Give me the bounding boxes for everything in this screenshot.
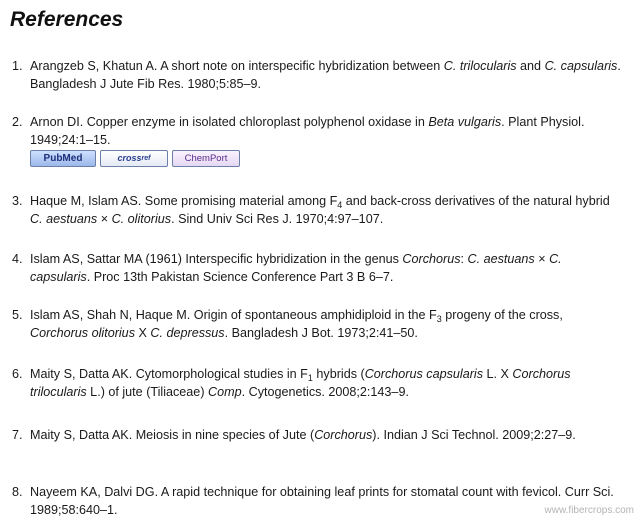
reference-number: 7.: [12, 428, 23, 442]
reference-number: 3.: [12, 194, 23, 208]
reference-number: 1.: [12, 59, 23, 73]
reference-text: Islam AS, Sattar MA (1961) Interspecific hybridization in the genus Corchorus: C. aestuans × C. capsularis. Proc 13th Pakistan Science Conference Part 3 B 6–7.: [30, 252, 562, 284]
pubmed-button[interactable]: PubMed: [30, 150, 96, 167]
reference-item-2: [12, 114, 624, 169]
reference-item-4: [12, 251, 624, 286]
references-heading: References: [10, 8, 124, 31]
reference-link-buttons: [30, 150, 624, 169]
reference-number: 6.: [12, 367, 23, 381]
reference-item-6: [12, 366, 624, 401]
reference-number: 2.: [12, 115, 23, 129]
reference-text: Maity S, Datta AK. Meiosis in nine species of Jute (Corchorus). Indian J Sci Technol. 2009;2:27–9.: [30, 428, 576, 442]
reference-item-5: [12, 307, 624, 342]
chemport-button[interactable]: ChemPort: [172, 150, 240, 167]
reference-text: Nayeem KA, Dalvi DG. A rapid technique for obtaining leaf prints for stomatal count with fevicol. Curr Sci. 1989;58:640–1.: [30, 485, 614, 517]
reference-item-3: [12, 193, 624, 228]
reference-item-1: [12, 58, 624, 93]
crossref-button[interactable]: cross ref: [100, 150, 168, 167]
reference-text: Maity S, Datta AK. Cytomorphological studies in $F_1$ hybrids (Corchorus capsularis L. X Corchorus trilocularis L.) of jute (Tiliaceae) Comp. Cytogenetics. 2008;2:143–9.: [30, 367, 571, 399]
watermark: www.fibercrops.com: [544, 505, 634, 516]
reference-text: Haque M, Islam AS. Some promising material among $F_4$ and back-cross derivatives of the natural hybrid C. aestuans × C. olitorius. Sind Univ Sci Res J. 1970;4:97–107.: [30, 194, 610, 226]
reference-text: Arnon DI. Copper enzyme in isolated chloroplast polyphenol oxidase in Beta vulgaris. Plant Physiol. 1949;24:1–15.: [30, 115, 585, 147]
reference-item-8: [12, 484, 624, 519]
reference-text: Islam AS, Shah N, Haque M. Origin of spontaneous amphidiploid in the $F_3$ progeny of the cross, Corchorus olitorius X C. depressus. Bangladesh J Bot. 1973;2:41–50.: [30, 308, 563, 340]
reference-item-7: [12, 427, 624, 445]
reference-number: 4.: [12, 252, 23, 266]
reference-number: 8.: [12, 485, 23, 499]
reference-text: Arangzeb S, Khatun A. A short note on interspecific hybridization between C. trilocularis and C. capsularis. Bangladesh J Jute Fib Res. 1980;5:85–9.: [30, 59, 621, 91]
reference-number: 5.: [12, 308, 23, 322]
